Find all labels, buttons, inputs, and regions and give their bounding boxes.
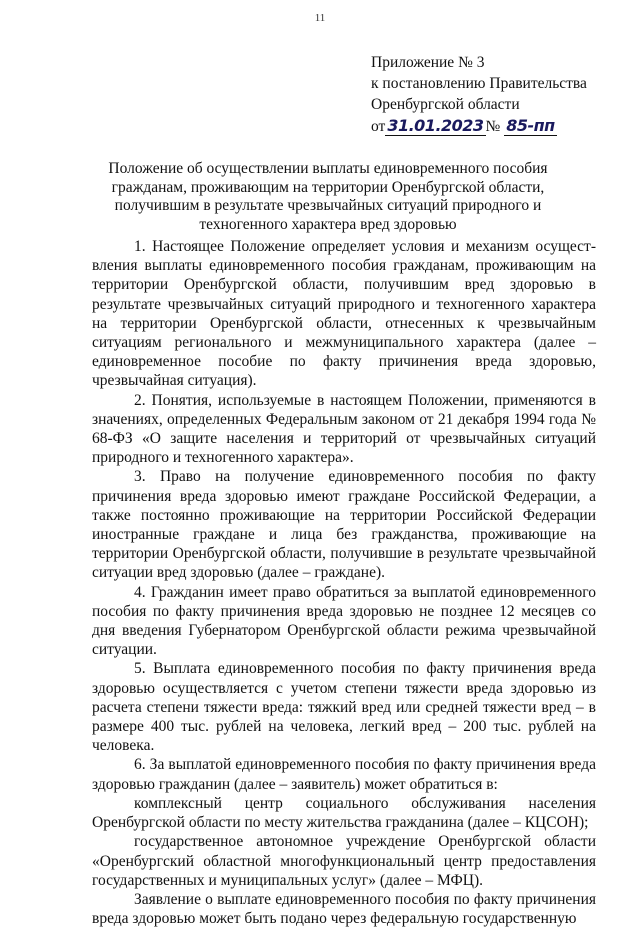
title-line: Положение об осуществлении выплаты единовременного пособия <box>108 160 548 177</box>
title-line: гражданам, проживающим на территории Оренбургской области, <box>111 178 545 196</box>
paragraph-6-item-mfc: государственное автономное учреждение Оренбургской области «Оренбургский областной многофункциональный центр предоставления государственных и муниципальных услуг» (далее – МФЦ). <box>92 833 596 889</box>
paragraph-2: 2. Понятия, используемые в настоящем Положении, применяются в значениях, определенных Федеральным законом от 21 декабря 1994 года № 68-ФЗ «О защите населения и территорий от чрезвычайных ситуаций природного и техногенного характера». <box>92 391 596 467</box>
appendix-line-2: к постановлению Правительства <box>371 75 587 92</box>
document-body <box>92 237 596 928</box>
paragraph-4: 4. Гражданин имеет право обратиться за выплатой единовременного пособия по факту причинения вреда здоровью не позднее 12 месяцев со дня введения Губернатором Оренбургской области режима чрезвычайной ситуации. <box>92 583 596 659</box>
paragraph-6: 6. За выплатой единовременного пособия по факту причинения вреда здоровью гражданин (далее – заявитель) может обратиться в: <box>92 756 596 793</box>
appendix-line-1: Приложение № 3 <box>371 54 485 71</box>
handwritten-number: 85-пп <box>506 116 555 135</box>
appendix-line-3: Оренбургской области <box>371 96 520 113</box>
paragraph-6-item-kcson: комплексный центр социального обслуживания населения Оренбургской области по месту жительства гражданина (далее – КЦСОН); <box>92 794 596 832</box>
number-prefix: № <box>485 118 501 135</box>
paragraph-5: 5. Выплата единовременного пособия по факту причинения вреда здоровью осуществляется с учетом степени тяжести вреда здоровью из расчета степени тяжести вреда: тяжкий вред или средней тяжести вред – в размере 400 тыс. рублей на человека, легкий вред – 200 тыс. рублей на человека. <box>92 660 596 755</box>
title-line: техногенного характера вред здоровью <box>199 215 457 233</box>
document-title <box>108 160 548 234</box>
paragraph-3: 3. Право на получение единовременного пособия по факту причинения вреда здоровью имеют граждане Российской Федерации, а также постоянно проживающие на территории Российской Федерации иностранные граждане и лица без гражданства, проживающие на территории Оренбургской области, получившие в результате чрезвычайной ситуации вред здоровью (далее – граждане). <box>92 468 596 582</box>
appendix-date-line <box>371 115 587 137</box>
page-number: 11 <box>314 12 326 24</box>
date-prefix: от <box>371 118 386 135</box>
paragraph-application: Заявление о выплате единовременного пособия по факту причинения вреда здоровью может быть подано через федеральную государственную <box>92 890 596 928</box>
handwritten-date: 31.01.2023 <box>387 116 484 135</box>
title-line: получившим в результате чрезвычайных ситуаций природного и <box>114 197 542 214</box>
appendix-header <box>371 52 587 137</box>
paragraph-1: 1. Настоящее Положение определяет условия и механизм осуществления выплаты единовременного пособия гражданам, проживающим на территории Оренбургской области, получившим вред здоровью в результате чрезвычайных ситуаций природного и техногенного характера на территории Оренбургской области, отнесенных к чрезвычайным ситуациям регионального и межмуниципального характера (далее – единовременное пособие по факту причинения вреда здоровью, чрезвычайная ситуация). <box>92 238 596 390</box>
